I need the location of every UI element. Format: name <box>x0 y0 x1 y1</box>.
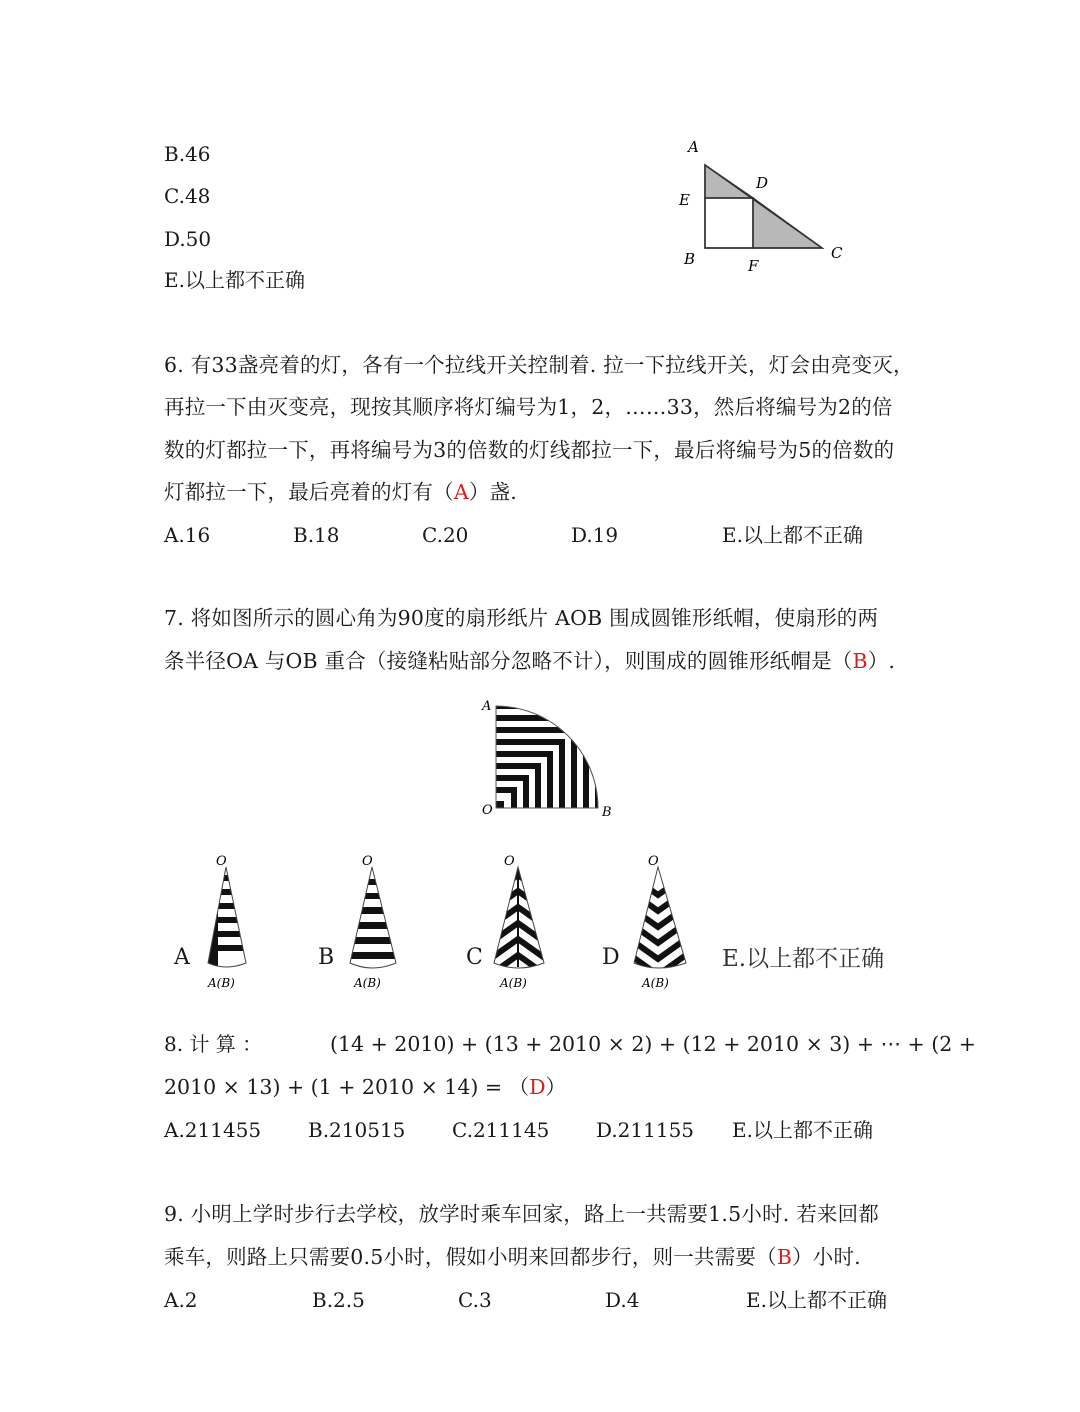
q9-line-2 <box>164 1247 861 1268</box>
square-ebfd <box>705 198 753 248</box>
q8-expression-line-1: (14 + 2010) + (13 + 2010 × 2) + (12 + 2010 × 3) + ⋯ + (2 + <box>330 1032 976 1056</box>
q5-option-e: E.以上都不正确 <box>164 268 305 292</box>
label-b: B <box>684 250 696 268</box>
cone-a-base: A(B) <box>208 976 235 990</box>
label-a: A <box>688 138 699 156</box>
q9-option-b: B.2.5 <box>312 1288 365 1312</box>
q5-option-b: B.46 <box>164 142 211 166</box>
cone-c-base: A(B) <box>500 976 527 990</box>
q8-option-e: E.以上都不正确 <box>732 1118 873 1142</box>
label-c: C <box>831 244 843 262</box>
q7-answer: B <box>852 649 868 673</box>
q7-line-2-pre: 条半径OA 与OB 重合（接缝粘贴部分忽略不计），则围成的圆锥形纸帽是（ <box>164 649 853 673</box>
q6-line-4-pre: 灯都拉一下，最后亮着的灯有（ <box>164 480 454 504</box>
q6-line-1: 6. 有33盏亮着的灯，各有一个拉线开关控制着. 拉一下拉线开关，灯会由亮变灭， <box>164 353 914 377</box>
q5-triangle-figure <box>670 130 860 280</box>
label-f: F <box>748 257 759 275</box>
q6-option-c: C.20 <box>422 523 469 547</box>
q7-line-1: 7. 将如图所示的圆心角为90度的扇形纸片 AOB 围成圆锥形纸帽，使扇形的两 <box>164 606 879 630</box>
q9-line-2-pre: 乘车，则路上只需要0.5小时，假如小明来回都步行，则一共需要（ <box>164 1245 777 1269</box>
q6-option-a: A.16 <box>164 523 211 547</box>
cone-d-apex: O <box>648 855 659 869</box>
label-e: E <box>679 191 690 209</box>
cone-b-base: A(B) <box>354 976 381 990</box>
cone-option-d-letter: D <box>602 945 620 970</box>
cone-d-base: A(B) <box>642 976 669 990</box>
cone-option-b-letter: B <box>318 945 335 970</box>
q5-option-c: C.48 <box>164 184 211 208</box>
sector-label-a: A <box>482 699 492 714</box>
q7-option-e: E.以上都不正确 <box>722 946 885 972</box>
cone-option-d <box>626 855 706 995</box>
cone-option-b <box>340 855 420 995</box>
q6-option-b: B.18 <box>293 523 340 547</box>
label-d: D <box>756 174 769 192</box>
q9-option-d: D.4 <box>605 1288 640 1312</box>
q6-answer: A <box>453 480 469 504</box>
q9-line-1: 9. 小明上学时步行去学校，放学时乘车回家，路上一共需要1.5小时. 若来回都 <box>164 1202 880 1226</box>
q7-line-2 <box>164 651 895 672</box>
q8-answer: D <box>529 1075 546 1099</box>
sector-label-b: B <box>602 805 612 820</box>
sector-figure <box>478 698 618 823</box>
q7-line-2-post: ）. <box>867 649 896 673</box>
q8-option-a: A.211455 <box>164 1118 262 1142</box>
cone-c-apex: O <box>504 855 515 869</box>
q6-option-d: D.19 <box>571 523 619 547</box>
q8-option-b: B.210515 <box>308 1118 406 1142</box>
q6-line-2: 再拉一下由灭变亮，现按其顺序将灯编号为1，2，……33，然后将编号为2的倍 <box>164 395 893 419</box>
q8-expr2-pre: 2010 × 13) + (1 + 2010 × 14) = （ <box>164 1075 530 1099</box>
q9-option-a: A.2 <box>164 1288 198 1312</box>
q6-option-e: E.以上都不正确 <box>722 523 863 547</box>
cone-option-c-letter: C <box>466 945 483 970</box>
q9-option-c: C.3 <box>458 1288 492 1312</box>
q6-line-3: 数的灯都拉一下，再将编号为3的倍数的灯线都拉一下，最后将编号为5的倍数的 <box>164 438 895 462</box>
cone-option-c <box>488 855 568 995</box>
q9-answer: B <box>776 1245 793 1269</box>
cone-b-apex: O <box>362 855 373 869</box>
q6-line-4 <box>164 482 517 503</box>
cone-a-apex: O <box>216 855 227 869</box>
q8-option-d: D.211155 <box>596 1118 695 1142</box>
q8-expr2-post: ） <box>545 1075 567 1099</box>
q9-option-e: E.以上都不正确 <box>746 1288 887 1312</box>
q8-option-c: C.211145 <box>452 1118 550 1142</box>
cone-option-a <box>196 855 276 995</box>
cone-option-a-letter: A <box>174 945 190 970</box>
q6-line-4-post: ）盏. <box>468 480 517 504</box>
q8-prefix: 8. 计 算 ： <box>164 1032 263 1056</box>
q9-line-2-post: ）小时. <box>792 1245 861 1269</box>
sector-label-o: O <box>482 803 493 818</box>
q8-expression-line-2 <box>164 1077 566 1098</box>
q5-option-d: D.50 <box>164 227 212 251</box>
